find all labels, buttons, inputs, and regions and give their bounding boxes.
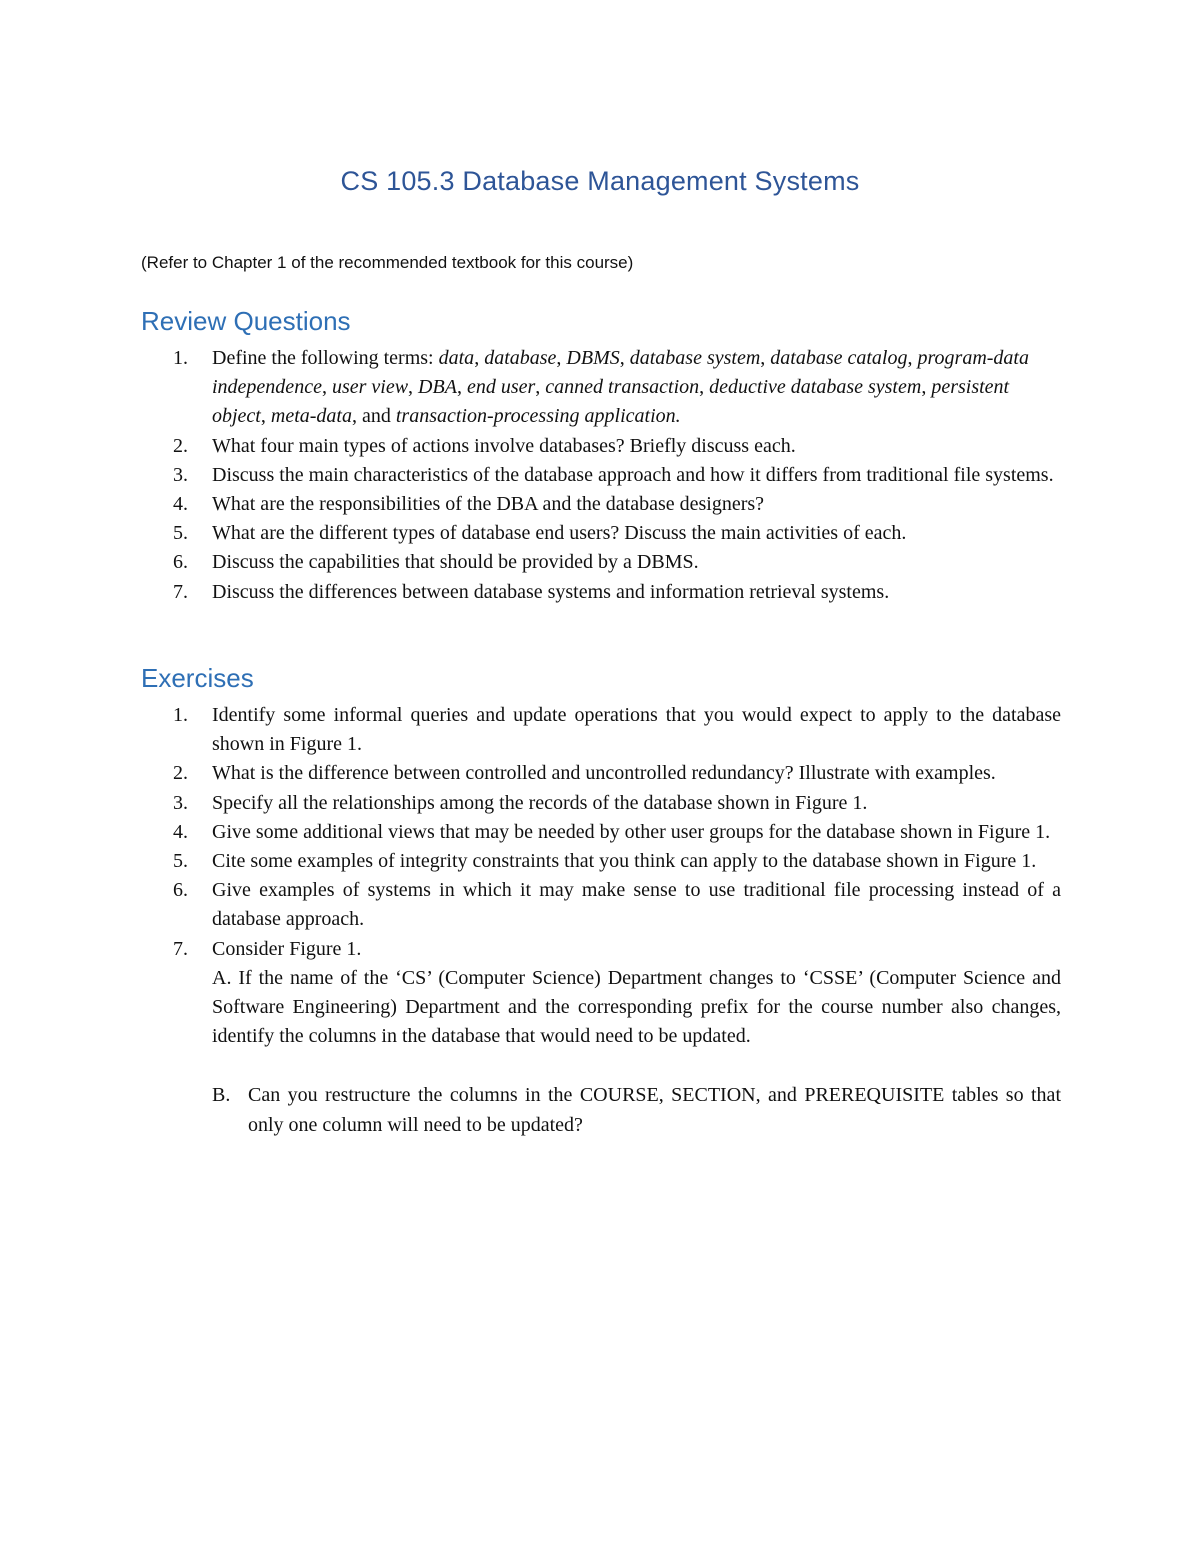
term: database: [484, 347, 557, 369]
list-item: [141, 490, 1061, 519]
item-number: 4.: [173, 493, 188, 516]
item-number: 3.: [173, 791, 188, 814]
item-number: 7.: [173, 580, 188, 603]
list-item: [141, 548, 1061, 577]
term: database catalog: [770, 347, 908, 369]
list-item: [141, 818, 1061, 847]
review-questions-list: [141, 344, 1061, 607]
term: DBA: [418, 376, 457, 399]
term: canned transaction: [545, 376, 700, 399]
list-item: [141, 876, 1061, 934]
list-item: [141, 789, 1061, 818]
item-text: Consider Figure 1.: [212, 937, 362, 960]
item-text: Discuss the capabilities that should be provided by a DBMS.: [212, 551, 699, 574]
item-text: What are the different types of database end users? Discuss the main activities of each.: [212, 522, 907, 545]
exercises-list: [141, 701, 1061, 1140]
item-text: Cite some examples of integrity constraints that you think can apply to the database shown in Figure 1.: [212, 850, 1037, 873]
item-number: 1.: [173, 347, 188, 369]
item-text: Give examples of systems in which it may make sense to use traditional file processing instead of a database approach.: [212, 879, 1061, 931]
term: transaction-processing application.: [395, 405, 681, 428]
term: meta-data: [270, 405, 352, 428]
list-item: [141, 432, 1061, 461]
item-number: 7.: [173, 937, 188, 960]
term: persistent object: [212, 376, 1010, 428]
page-title: CS 105.3 Database Management Systems: [340, 166, 860, 196]
list-item: [141, 461, 1061, 490]
term: end user: [466, 376, 536, 399]
item-text: Discuss the differences between database systems and information retrieval systems.: [212, 580, 890, 603]
item-text: Give some additional views that may be needed by other user groups for the database shown in Figure 1.: [212, 820, 1051, 843]
item-text: Define the following terms: data, database, DBMS, database system, database catalog, program-data independence, user view, DBA, end user, canned transaction, deductive database system, persistent object, meta-data, and transaction-processing application.: [212, 347, 1029, 428]
sub-question-b: [212, 1081, 1061, 1139]
refer-note: (Refer to Chapter 1 of the recommended textbook for this course): [141, 253, 634, 272]
list-item: [141, 578, 1061, 607]
exercises-heading: Exercises: [141, 663, 254, 693]
sub-question-a: A. If the name of the ‘CS’ (Computer Science) Department changes to ‘CSSE’ (Computer Science and Software Engineering) Department and the corresponding prefix for the course number also changes, identify the columns in the database that would need to be updated.: [212, 966, 1061, 1048]
list-item: [141, 847, 1061, 876]
item-number: 2.: [173, 762, 188, 785]
item-number: 5.: [173, 522, 188, 545]
list-item: [141, 935, 1061, 1140]
item-text: Specify all the relationships among the records of the database shown in Figure 1.: [212, 791, 868, 814]
item-text: What four main types of actions involve databases? Briefly discuss each.: [212, 434, 796, 457]
item-number: 6.: [173, 551, 188, 574]
list-item: [141, 701, 1061, 759]
term: database system: [629, 347, 761, 369]
list-item: [141, 759, 1061, 788]
item-number: 4.: [173, 820, 188, 843]
item-text: Discuss the main characteristics of the database approach and how it differs from traditional file systems.: [212, 463, 1054, 486]
item-number: 1.: [173, 704, 188, 726]
item-text: Identify some informal queries and update operations that you would expect to apply to the database shown in Figure 1.: [212, 704, 1061, 756]
review-questions-heading: Review Questions: [141, 306, 351, 336]
sub-question-b-label: B.: [212, 1084, 231, 1107]
list-item: [141, 519, 1061, 548]
list-item: [141, 344, 1061, 432]
item-number: 5.: [173, 850, 188, 873]
item-number: 2.: [173, 434, 188, 457]
item-number: 6.: [173, 879, 188, 902]
term: user view: [331, 376, 409, 399]
item-text: What are the responsibilities of the DBA and the database designers?: [212, 493, 765, 516]
item-number: 3.: [173, 463, 188, 486]
term: program-data independence: [212, 347, 1029, 399]
term: DBMS: [566, 347, 620, 369]
sub-question-b-text: Can you restructure the columns in the COURSE, SECTION, and PREREQUISITE tables so that only one column will need to be updated?: [248, 1084, 1061, 1136]
item-text: What is the difference between controlled and uncontrolled redundancy? Illustrate with examples.: [212, 762, 996, 785]
term: data: [438, 347, 475, 369]
term: deductive database system: [709, 376, 922, 399]
